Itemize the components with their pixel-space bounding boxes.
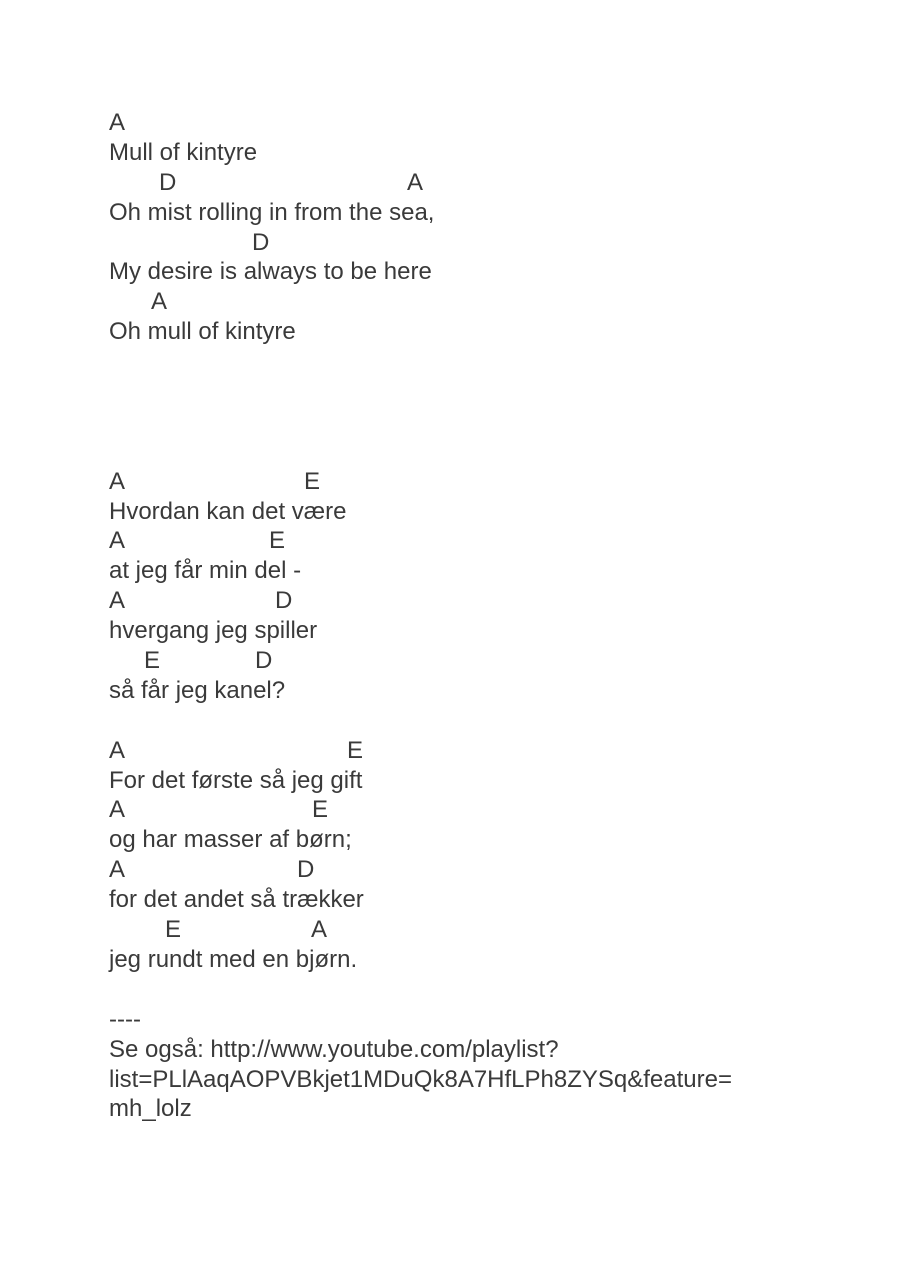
chord: A [311,916,328,944]
chord: A [151,288,168,316]
chord: A [109,109,126,136]
lyric-line: hvergang jeg spiller [109,617,318,645]
chord: A [407,168,424,196]
lyric-line: My desire is always to be here [109,258,432,286]
chord: E [269,527,286,555]
lyric-line: Mull of kintyre [109,138,258,166]
chord-line [109,855,869,885]
chord-line [109,736,869,766]
playlist-url-line: mh_lolz [109,1095,192,1123]
playlist-url-line: list=PLlAaqAOPVBkjet1MDuQk8A7HfLPh8ZYSq&feature= [109,1065,732,1093]
chord-line [109,526,869,556]
lyric-line: jeg rundt med en bjørn. [109,945,358,973]
song-sheet [109,108,869,1124]
lyric-line: Oh mull of kintyre [109,318,296,346]
chord-line [109,646,869,676]
chord-line [109,795,869,825]
lyric-line: så får jeg kanel? [109,676,286,704]
lyric-line: for det andet så trækker [109,886,364,914]
chord: E [144,647,161,675]
chord: E [347,736,364,764]
chord-line [109,168,869,198]
chord: A [109,736,126,764]
chord: E [304,467,321,495]
chord-line [109,228,869,258]
chord-line [109,287,869,317]
separator: ---- [109,1005,141,1033]
chord: A [109,527,126,555]
see-also-line: Se også: http://www.youtube.com/playlist? [109,1035,559,1063]
chord: A [109,467,126,495]
blank-line [109,975,869,1005]
lyric-line: Oh mist rolling in from the sea, [109,198,435,226]
chord: A [109,856,126,884]
blank-line [109,377,869,407]
lyric-line: Hvordan kan det være [109,497,347,525]
lyric-line: og har masser af børn; [109,826,352,854]
chord-line [109,108,869,138]
chord: A [109,796,126,824]
blank-line [109,347,869,377]
chord: D [297,856,315,884]
chord: D [159,168,177,196]
lyric-line: For det første så jeg gift [109,766,363,794]
chord-line [109,586,869,616]
blank-line [109,437,869,467]
chord: D [255,647,273,675]
chord: E [312,796,329,824]
chord: D [275,587,293,615]
chord: D [252,228,270,256]
chord-line [109,915,869,945]
blank-line [109,706,869,736]
blank-line [109,407,869,437]
lyric-line: at jeg får min del - [109,557,302,585]
chord-line [109,467,869,497]
chord: E [165,916,182,944]
chord: A [109,587,126,615]
